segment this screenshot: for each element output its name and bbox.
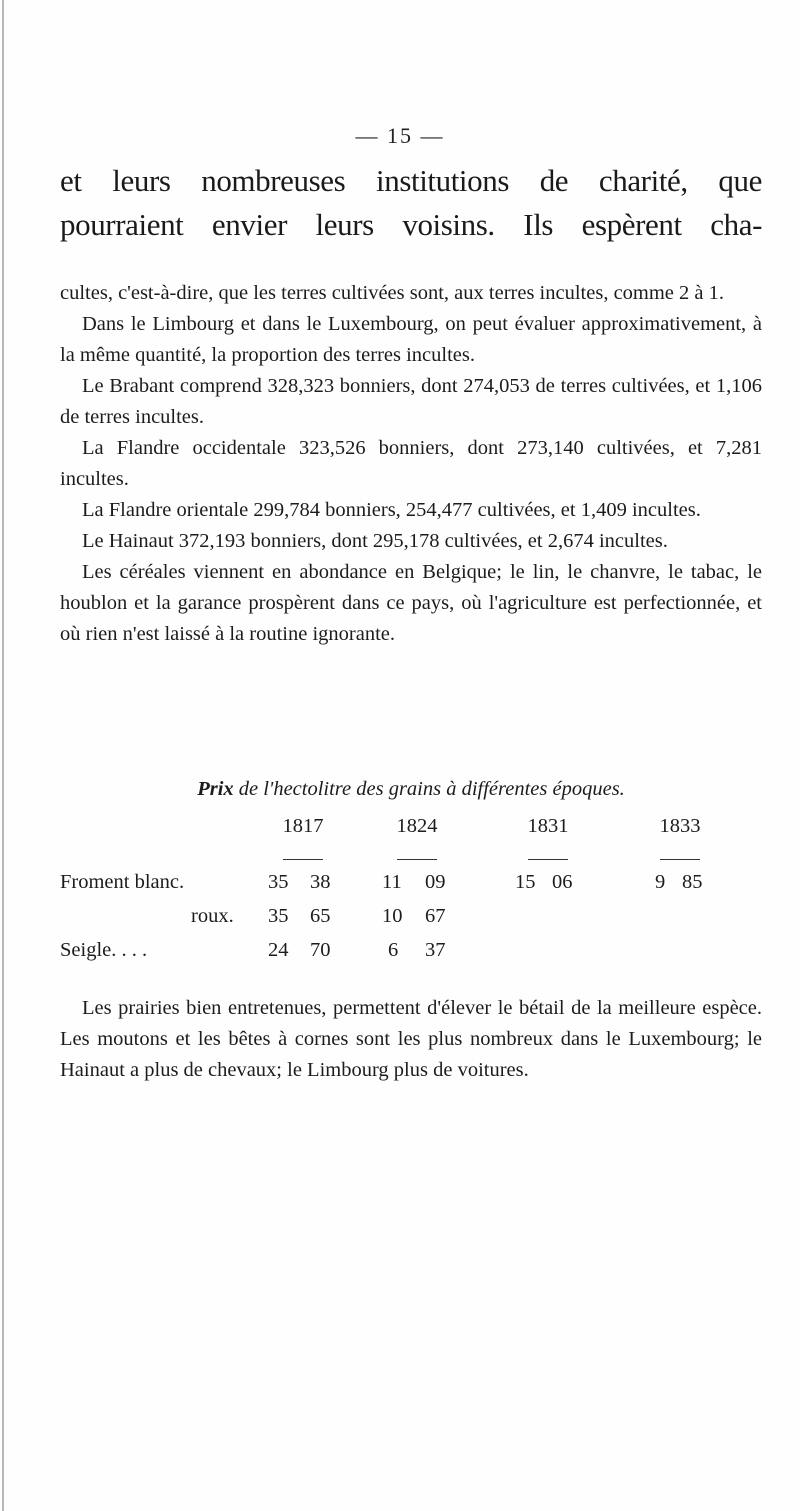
table-row-seigle (60, 939, 780, 973)
rule-1833 (660, 859, 700, 860)
cell-1817-cents: 70 (310, 939, 331, 961)
cell-1831-francs: 15 (515, 871, 536, 893)
cell-1817-cents: 65 (310, 905, 331, 927)
cell-1824-cents: 67 (425, 905, 446, 927)
rule-1831 (528, 859, 568, 860)
row-label: Froment blanc. (60, 871, 185, 893)
paragraph-brabant: Le Brabant comprend 328,323 bonniers, dont 274,053 de terres cultivées, et 1,106 de terres incultes. (60, 375, 762, 428)
cell-1817-francs: 35 (268, 871, 289, 893)
cell-1817-francs: 24 (268, 939, 289, 961)
table-row-froment-blanc (60, 871, 780, 905)
cell-1824-cents: 37 (425, 939, 446, 961)
cell-1824-francs: 10 (382, 905, 403, 927)
table-header-row (60, 815, 780, 849)
table-title (60, 778, 762, 801)
rule-1817 (283, 859, 323, 860)
row-label: roux. (191, 905, 234, 927)
page-edge-shadow (2, 0, 4, 1511)
year-1833: 1833 (659, 815, 701, 837)
table-title-rest: de l'hectolitre des grains à différentes époques. (233, 778, 625, 800)
cell-1831-cents: 06 (552, 871, 573, 893)
fragment-line-2: pourraient envier leurs voisins. Ils espèrent cha- (60, 207, 762, 242)
paragraph-hainaut: Le Hainaut 372,193 bonniers, dont 295,178 cultivées, et 2,674 incultes. (82, 530, 668, 552)
price-table (60, 815, 780, 973)
paragraph-flandre-occidentale: La Flandre occidentale 323,526 bonniers, dont 273,140 cultivées, et 7,281 incultes. (60, 437, 762, 490)
rule-1824 (397, 859, 437, 860)
body-text-top (60, 278, 762, 650)
year-1817: 1817 (282, 815, 324, 837)
paragraph-prairies: Les prairies bien entretenues, permettent d'élever le bétail de la meilleure espèce. Les moutons et les bêtes à cornes sont les plus nombreux dans le Luxembourg; le Hainaut a plus de chevaux; le Limbourg plus de voitures. (60, 997, 762, 1081)
paragraph-cereales: Les céréales viennent en abondance en Belgique; le lin, le chanvre, le tabac, le houblon et la garance prospèrent dans ce pays, où l'agriculture est perfectionnée, et où rien n'est laissé à la routine ignorante. (60, 561, 762, 645)
paragraph-limbourg-luxembourg: Dans le Limbourg et dans le Luxembourg, on peut évaluer approximativement, à la même quantité, la proportion des terres incultes. (60, 313, 762, 366)
cell-1833-cents: 85 (682, 871, 703, 893)
table-row-roux (60, 905, 780, 939)
paragraph-cultes: cultes, c'est-à-dire, que les terres cultivées sont, aux terres incultes, comme 2 à 1. (60, 282, 725, 304)
table-rules (60, 849, 780, 871)
year-1824: 1824 (396, 815, 438, 837)
row-label: Seigle. . . . (60, 939, 148, 961)
fragment-line-1: et leurs nombreuses institutions de charité, que (60, 163, 762, 198)
cell-1824-francs: 11 (382, 871, 402, 893)
cell-1817-francs: 35 (268, 905, 289, 927)
page-number: — 15 — (355, 123, 445, 148)
cell-1824-cents: 09 (425, 871, 446, 893)
body-text-bottom (60, 993, 762, 1086)
table-title-lead: Prix (197, 778, 234, 800)
cell-1833-francs: 9 (655, 871, 666, 893)
cell-1817-cents: 38 (310, 871, 331, 893)
cell-1824-francs: 6 (388, 939, 399, 961)
paragraph-flandre-orientale: La Flandre orientale 299,784 bonniers, 254,477 cultivées, et 1,409 incultes. (82, 499, 701, 521)
year-1831: 1831 (527, 815, 569, 837)
